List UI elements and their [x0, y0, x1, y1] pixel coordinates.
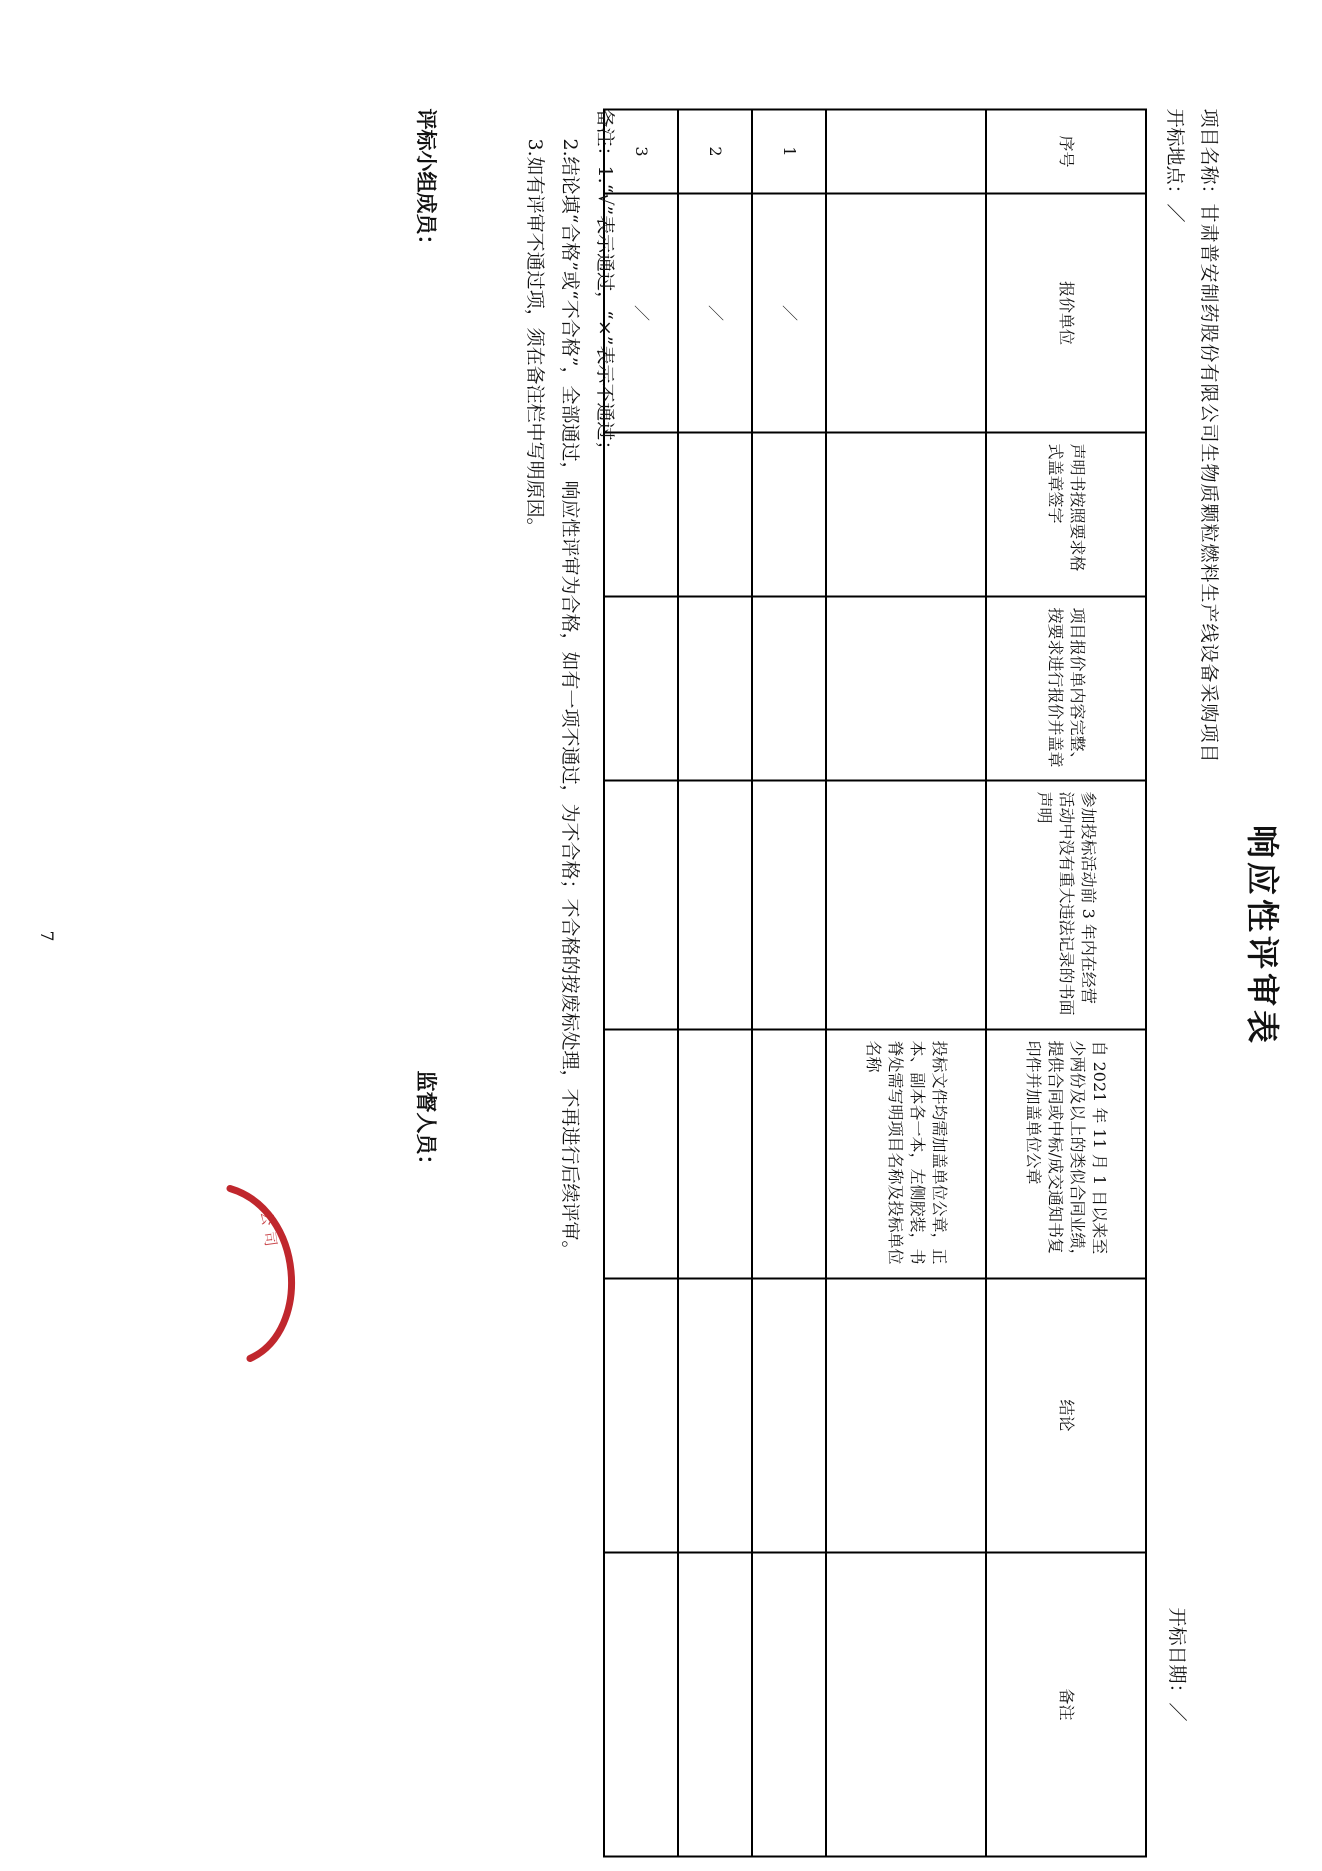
cell-d4 — [678, 1029, 752, 1278]
cell-d3 — [752, 780, 826, 1029]
subheader-binding-note: 投标文件均需加盖单位公章，正本、副本各一本，左侧胶装，书脊处需写明项目名称及投标单位名称 — [826, 1029, 986, 1278]
cell-seq: 2 — [678, 109, 752, 193]
table-row — [752, 109, 826, 1856]
table-row — [678, 109, 752, 1856]
cell-conclusion — [752, 1278, 826, 1552]
header-unit: 报价单位 — [986, 193, 1146, 432]
header-quotation-complete: 项目报价单内容完整、按要求进行报价并盖章 — [986, 596, 1146, 780]
bid-date-row — [1165, 1607, 1192, 1721]
cell-seq: 3 — [604, 109, 678, 193]
note-item-3: 3.如有评审不通过项，须在备注栏中写明原因。 — [524, 138, 546, 537]
bid-place-row — [1158, 108, 1192, 763]
seal-text: 公司 — [257, 1209, 281, 1254]
subheader-unit-empty — [826, 193, 986, 432]
subheader-remark-empty — [826, 1552, 986, 1856]
project-name-row — [1192, 108, 1226, 763]
supervisor-signature-label: 监督人员： — [414, 1070, 439, 1175]
bid-place-value: ／ — [1164, 203, 1186, 224]
document-meta — [1158, 108, 1226, 763]
note-item-3-line — [517, 108, 552, 1508]
header-similar-contracts: 自 2021 年 11 月 1 日以来至少两份及以上的类似合同业绩，提供合同或中标/成交通知书复印件并加盖单位公章 — [986, 1029, 1146, 1278]
evaluation-table — [603, 108, 1147, 1857]
note-item-1: 1.“√”表示通过，“×”表示不通过； — [594, 165, 616, 460]
project-name-label: 项目名称： — [1198, 108, 1220, 204]
cell-unit: ／ — [752, 193, 826, 432]
cell-conclusion — [678, 1278, 752, 1552]
header-remark: 备注 — [986, 1552, 1146, 1856]
table-header — [826, 109, 1146, 1856]
header-seq: 序号 — [986, 109, 1146, 193]
cell-d4 — [752, 1029, 826, 1278]
table-body — [604, 109, 826, 1856]
page-number: 7 — [36, 930, 56, 941]
cell-seq: 1 — [752, 109, 826, 193]
project-name-value: 甘肃普安制药股份有限公司生物质颗粒燃料生产线设备采购项目 — [1198, 203, 1220, 764]
page-title: 响应性评审表 — [1243, 824, 1282, 1047]
header-declaration-format: 声明书按照要求格式盖章签字 — [986, 432, 1146, 596]
bid-place-label: 开标地点： — [1164, 108, 1186, 204]
subheader-d1-empty — [826, 432, 986, 596]
header-conclusion: 结论 — [986, 1278, 1146, 1552]
cell-d3 — [678, 780, 752, 1029]
cell-remark — [604, 1552, 678, 1856]
table-header-row — [986, 109, 1146, 1856]
table-subheader-row — [826, 109, 986, 1856]
red-seal-stamp — [212, 1180, 342, 1370]
subheader-seq-empty — [826, 109, 986, 193]
cell-d1 — [678, 432, 752, 596]
cell-d1 — [752, 432, 826, 596]
subheader-d2-empty — [826, 596, 986, 780]
cell-d2 — [678, 596, 752, 780]
cell-remark — [678, 1552, 752, 1856]
cell-remark — [752, 1552, 826, 1856]
cell-d2 — [752, 596, 826, 780]
cell-unit: ／ — [604, 193, 678, 432]
bid-date-value: ／ — [1166, 1701, 1188, 1721]
seal-arc-icon — [212, 1180, 342, 1370]
note-item-2: 2.结论填“合格”或“不合格”，全部通过，响应性评审为合格，如有一项不通过，为不合格；不合格的按废标处理，不再进行后续评审。 — [559, 138, 581, 1259]
notes-label: 备注： — [594, 108, 616, 166]
header-no-violation-statement: 参加投标活动前 3 年内在经营活动中没有重大违法记录的书面声明 — [986, 780, 1146, 1029]
note-item-2-line — [552, 108, 587, 1508]
notes-block — [517, 108, 622, 1508]
committee-signature-label: 评标小组成员： — [414, 108, 439, 255]
bid-date-label: 开标日期： — [1166, 1606, 1188, 1702]
subheader-d3-empty — [826, 780, 986, 1029]
cell-unit: ／ — [678, 193, 752, 432]
notes-label-line — [587, 108, 622, 1508]
subheader-conclusion-empty — [826, 1278, 986, 1552]
